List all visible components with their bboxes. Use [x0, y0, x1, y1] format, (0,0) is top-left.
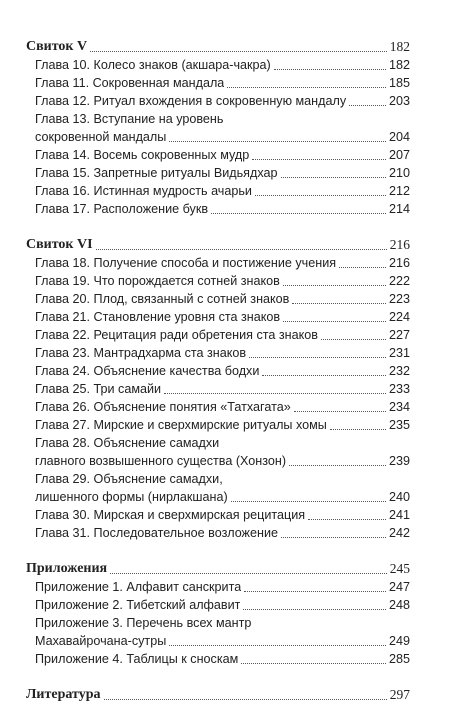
entry-page-number: 222	[388, 274, 410, 288]
entry-title: Глава 31. Последовательное возложение	[35, 526, 278, 540]
entry-title: Глава 14. Восемь сокровенных мудр	[35, 148, 250, 162]
section-heading	[26, 38, 410, 56]
entry-title: Глава 26. Объяснение понятия «Татхагата»	[35, 400, 291, 414]
toc-entry	[35, 56, 410, 74]
entry-title: Махавайрочана-сутры	[35, 634, 167, 648]
toc-entry	[35, 92, 410, 110]
dot-leader	[294, 411, 386, 412]
entry-title: сокровенной мандалы	[35, 130, 167, 144]
dot-leader	[96, 249, 387, 250]
toc-entry	[35, 596, 410, 614]
entry-page-number: 248	[388, 598, 410, 612]
dot-leader	[292, 303, 386, 304]
entry-title: Глава 16. Истинная мудрость ачарьи	[35, 184, 252, 198]
dot-leader	[283, 321, 386, 322]
dot-leader	[308, 519, 386, 520]
dot-leader	[330, 429, 386, 430]
entry-page-number: 207	[388, 148, 410, 162]
entry-title: Глава 24. Объяснение качества бодхи	[35, 364, 260, 378]
entry-title: главного возвышенного существа (Хонзон)	[35, 454, 287, 468]
toc-entry	[35, 362, 410, 380]
dot-leader	[243, 609, 386, 610]
toc-entry	[35, 344, 410, 362]
entry-title: Глава 17. Расположение букв	[35, 202, 209, 216]
entry-title: Глава 12. Ритуал вхождения в сокровенную мандалу	[35, 94, 347, 108]
entry-page-number: 231	[388, 346, 410, 360]
entry-page-number: 240	[388, 490, 410, 504]
dot-leader	[249, 357, 386, 358]
toc-entry	[35, 578, 410, 596]
entry-title: Глава 19. Что порождается сотней знаков	[35, 274, 280, 288]
entry-page-number: 212	[388, 184, 410, 198]
entry-page-number: 224	[388, 310, 410, 324]
toc-entry	[35, 308, 410, 326]
toc-entry	[35, 290, 410, 308]
dot-leader	[231, 501, 386, 502]
dot-leader	[241, 663, 386, 664]
entry-page-number: 232	[388, 364, 410, 378]
toc-section	[26, 38, 410, 218]
entry-page-number: 233	[388, 382, 410, 396]
entry-title: Глава 22. Рецитация ради обретения ста знаков	[35, 328, 318, 342]
dot-leader	[283, 285, 386, 286]
dot-leader	[169, 141, 386, 142]
section-gap	[26, 668, 410, 686]
toc-entry	[35, 398, 410, 416]
dot-leader	[244, 591, 386, 592]
section-page-number: 245	[389, 561, 410, 576]
section-page-number: 297	[389, 687, 410, 702]
dot-leader	[252, 159, 386, 160]
toc-entry	[35, 146, 410, 164]
section-page-number: 216	[389, 237, 410, 252]
entry-page-number: 185	[388, 76, 410, 90]
toc-entry	[35, 272, 410, 290]
entry-title: Глава 15. Запретные ритуалы Видьядхар	[35, 166, 278, 180]
toc-entry	[35, 326, 410, 344]
toc-entry	[35, 74, 410, 92]
toc-entry-line: Глава 29. Объяснение самадхи,	[35, 472, 223, 486]
toc-entry	[35, 524, 410, 542]
toc-section	[26, 686, 410, 704]
dot-leader	[255, 195, 386, 196]
entry-page-number: 241	[388, 508, 410, 522]
entry-page-number: 204	[388, 130, 410, 144]
section-title: Свиток VI	[26, 237, 93, 252]
entry-page-number: 234	[388, 400, 410, 414]
toc-entry-line: Глава 28. Объяснение самадхи	[35, 436, 220, 450]
toc-entry	[35, 128, 410, 146]
entry-page-number: 214	[388, 202, 410, 216]
entry-page-number: 210	[388, 166, 410, 180]
dot-leader	[164, 393, 386, 394]
entry-page-number: 223	[388, 292, 410, 306]
dot-leader	[211, 213, 386, 214]
entry-page-number: 203	[388, 94, 410, 108]
section-heading	[26, 560, 410, 578]
toc-entry	[35, 506, 410, 524]
entry-title: Приложение 1. Алфавит санскрита	[35, 580, 242, 594]
dot-leader	[227, 87, 386, 88]
entry-title: Глава 20. Плод, связанный с сотней знаков	[35, 292, 290, 306]
entry-page-number: 285	[388, 652, 410, 666]
toc-entry	[35, 452, 410, 470]
entry-page-number: 249	[388, 634, 410, 648]
entry-title: лишенного формы (нирлакшана)	[35, 490, 228, 504]
entry-title: Глава 23. Мантрадхарма ста знаков	[35, 346, 247, 360]
toc-section	[26, 236, 410, 542]
dot-leader	[281, 177, 386, 178]
dot-leader	[90, 51, 387, 52]
toc-entry	[35, 488, 410, 506]
section-gap	[26, 542, 410, 560]
dot-leader	[289, 465, 386, 466]
section-heading	[26, 236, 410, 254]
section-page-number: 182	[389, 39, 410, 54]
toc-entry	[35, 254, 410, 272]
dot-leader	[169, 645, 386, 646]
entry-page-number: 242	[388, 526, 410, 540]
entry-title: Приложение 2. Тибетский алфавит	[35, 598, 241, 612]
section-title: Свиток V	[26, 39, 88, 54]
table-of-contents	[26, 38, 410, 704]
toc-section	[26, 560, 410, 668]
toc-entry	[35, 632, 410, 650]
dot-leader	[274, 69, 386, 70]
entry-page-number: 247	[388, 580, 410, 594]
toc-entry	[35, 416, 410, 434]
toc-entry	[35, 200, 410, 218]
toc-entry	[35, 182, 410, 200]
dot-leader	[281, 537, 386, 538]
entry-page-number: 182	[388, 58, 410, 72]
entry-title: Приложение 4. Таблицы к сноскам	[35, 652, 239, 666]
section-heading	[26, 686, 410, 704]
dot-leader	[349, 105, 386, 106]
toc-entry-line: Приложение 3. Перечень всех мантр	[35, 616, 252, 630]
entry-page-number: 235	[388, 418, 410, 432]
entry-page-number: 216	[388, 256, 410, 270]
entry-title: Глава 21. Становление уровня ста знаков	[35, 310, 281, 324]
toc-entry	[35, 380, 410, 398]
section-title: Литература	[26, 687, 101, 702]
toc-entry-line: Глава 13. Вступание на уровень	[35, 112, 224, 126]
dot-leader	[104, 699, 387, 700]
entry-page-number: 239	[388, 454, 410, 468]
dot-leader	[321, 339, 386, 340]
entry-page-number: 227	[388, 328, 410, 342]
entry-title: Глава 25. Три самайи	[35, 382, 162, 396]
section-title: Приложения	[26, 561, 108, 576]
section-gap	[26, 218, 410, 236]
entry-title: Глава 18. Получение способа и постижение учения	[35, 256, 337, 270]
entry-title: Глава 30. Мирская и сверхмирская рецитация	[35, 508, 306, 522]
entry-title: Глава 11. Сокровенная мандала	[35, 76, 225, 90]
entry-title: Глава 27. Мирские и сверхмирские ритуалы хомы	[35, 418, 327, 432]
dot-leader	[262, 375, 386, 376]
entry-title: Глава 10. Колесо знаков (акшара-чакра)	[35, 58, 271, 72]
toc-entry	[35, 164, 410, 182]
dot-leader	[339, 267, 386, 268]
dot-leader	[110, 573, 387, 574]
toc-entry	[35, 650, 410, 668]
